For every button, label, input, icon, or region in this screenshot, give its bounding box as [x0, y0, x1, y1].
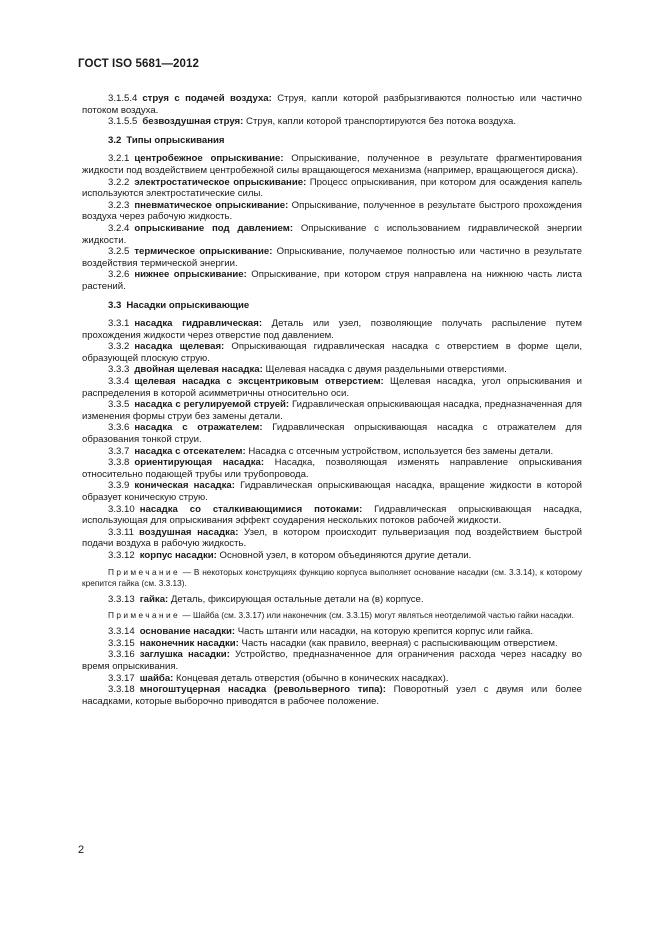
entry-term: гайка:	[139, 593, 169, 605]
entry-number: 3.3.6	[108, 422, 130, 434]
term-entry	[82, 341, 582, 364]
note	[82, 567, 582, 589]
term-entry	[82, 376, 582, 399]
term-entry	[82, 246, 582, 269]
note-label: Примечание	[108, 566, 181, 577]
entry-definition: Опрыскивание, при котором струя направлена на нижнюю часть листа растений.	[82, 269, 582, 292]
entry-definition: Гидравлическая опрыскивающая насадка с отражателем для образования тонкой струи.	[82, 422, 582, 446]
document-body	[82, 93, 582, 707]
entry-definition: Процесс опрыскивания, при котором для осаждения капель используются электростатические силы.	[82, 176, 582, 200]
entry-term: опрыскивание под давлением:	[134, 222, 294, 234]
entry-number: 3.3.13	[108, 593, 135, 605]
entry-number: 3.2.4	[108, 222, 130, 234]
entry-number: 3.2.6	[108, 269, 130, 281]
entry-term: насадка с отражателем:	[134, 422, 263, 434]
entry-term: многоштуцерная насадка (револьверного типа):	[139, 684, 386, 696]
entry-definition: Струя, капли которой транспортируются без потока воздуха.	[243, 116, 517, 128]
entry-term: насадка щелевая:	[134, 341, 225, 353]
entry-term: нижнее опрыскивание:	[134, 269, 247, 281]
entry-definition: Основной узел, в котором объединяются другие детали.	[216, 549, 472, 561]
entry-definition: Опрыскивание, полученное в результате фрагментирования жидкости под воздействием центробежной силы вращающегося механизма (например, вращающегося диска).	[82, 153, 582, 176]
entry-number: 3.3.17	[108, 672, 135, 684]
term-entry	[82, 594, 582, 606]
entry-number: 3.3.9	[108, 480, 130, 492]
term-entry	[82, 446, 582, 458]
section-number: 3.2	[108, 134, 122, 146]
entry-number: 3.3.16	[108, 649, 135, 661]
entry-definition: Насадка с отсечным устройством, используется без замены детали.	[245, 445, 554, 457]
entry-definition: Гидравлическая опрыскивающая насадка, предназначенная для изменения формы струи без замены детали.	[82, 399, 582, 422]
section-number: 3.3	[108, 299, 122, 311]
entry-number: 3.3.4	[108, 376, 130, 388]
entry-term: электростатическое опрыскивание:	[134, 176, 307, 188]
entry-definition: Опрыскивание, получаемое полностью или частично в результате воздействия термической энергии.	[82, 246, 582, 269]
entry-definition: Деталь или узел, позволяющие получать распыление путем прохождения жидкости через отверстие под давлением.	[82, 318, 582, 341]
term-entry	[82, 318, 582, 341]
note-text: — В некоторых конструкциях функцию корпуса выполняет основание насадки (см. 3.3.14), к которому крепится гайка (см. 3.3.13).	[82, 566, 582, 588]
term-entry	[82, 93, 582, 116]
document-header: ГОСТ ISO 5681—2012	[78, 58, 200, 70]
term-entry	[82, 649, 582, 672]
entry-definition: Щелевая насадка с двумя раздельными отверстиями.	[262, 364, 507, 376]
term-entry	[82, 550, 582, 562]
entry-number: 3.2.3	[108, 199, 130, 211]
entry-number: 3.3.8	[108, 457, 130, 469]
entry-number: 3.3.7	[108, 445, 130, 457]
entry-definition: Насадка, позволяющая изменять направление опрыскивания относительно подающей трубы или трубопровода.	[82, 457, 582, 480]
entry-definition: Опрыскивающая гидравлическая насадка с отверстием в форме щели, образующей плоскую струю.	[82, 341, 582, 364]
entry-number: 3.3.14	[108, 626, 135, 638]
entry-number: 3.3.1	[108, 318, 130, 330]
entry-definition: Концевая деталь отверстия (обычно в конических насадках).	[173, 672, 449, 684]
entry-term: щелевая насадка с эксцентриковым отверстием:	[134, 376, 384, 388]
entry-number: 3.3.12	[108, 549, 135, 561]
entry-term: струя с подачей воздуха:	[142, 93, 272, 104]
entry-term: центробежное опрыскивание:	[134, 153, 284, 165]
term-entry	[82, 457, 582, 480]
entry-term: насадка гидравлическая:	[134, 318, 263, 330]
entry-definition: Устройство, предназначенное для ограничения расхода через насадку во время опрыскивания.	[82, 649, 582, 672]
entry-number: 3.3.15	[108, 637, 135, 649]
entry-number: 3.3.10	[108, 503, 135, 515]
term-entry	[82, 422, 582, 445]
note	[82, 610, 582, 621]
section-heading	[82, 135, 582, 147]
entry-number: 3.3.3	[108, 364, 130, 376]
entry-term: безвоздушная струя:	[142, 116, 244, 128]
entry-number: 3.1.5.5	[108, 116, 138, 128]
entry-term: насадка с отсекателем:	[134, 445, 246, 457]
term-entry	[82, 153, 582, 176]
entry-number: 3.2.5	[108, 246, 130, 258]
entry-definition: Деталь, фиксирующая остальные детали на (в) корпусе.	[168, 593, 424, 605]
entry-term: двойная щелевая насадка:	[134, 364, 263, 376]
entry-term: ориентирующая насадка:	[134, 457, 265, 469]
page-number: 2	[78, 844, 85, 856]
entry-term: насадка со сталкивающимися потоками:	[139, 503, 363, 515]
entry-number: 3.3.11	[108, 526, 134, 538]
term-entry	[82, 626, 582, 638]
entry-number: 3.2.2	[108, 176, 130, 188]
entry-term: коническая насадка:	[134, 480, 235, 492]
entry-number: 3.3.2	[108, 341, 130, 353]
entry-term: основание насадки:	[139, 626, 236, 638]
term-entry	[82, 223, 582, 246]
entry-definition: Узел, в котором происходит пульверизация под воздействием быстрой подачи воздуха в рабочую жидкость.	[82, 526, 582, 550]
entry-definition: Гидравлическая опрыскивающая насадка, использующая для опрыскивания эффект соударения нескольких потоков рабочей жидкости.	[82, 503, 582, 527]
entry-term: шайба:	[139, 672, 174, 684]
note-label: Примечание	[108, 610, 181, 621]
term-entry	[82, 177, 582, 200]
entry-definition: Опрыскивание, полученное в результате быстрого прохождения воздуха через рабочую жидкость.	[82, 199, 582, 223]
entry-definition: Струя, капли которой разбрызгиваются полностью или частично потоком воздуха.	[82, 93, 582, 116]
entry-number: 3.2.1	[108, 153, 130, 165]
term-entry	[82, 684, 582, 707]
term-entry	[82, 269, 582, 292]
term-entry	[82, 116, 582, 128]
section-title: Типы опрыскивания	[126, 134, 225, 146]
entry-term: наконечник насадки:	[139, 637, 239, 649]
entry-term: насадка с регулируемой струей:	[134, 399, 290, 411]
entry-definition: Гидравлическая опрыскивающая насадка, вращение жидкости в которой образует коническую струю.	[82, 480, 582, 503]
term-entry	[82, 504, 582, 527]
term-entry	[82, 200, 582, 223]
entry-definition: Часть насадки (как правило, веерная) с распыскивающим отверстием.	[238, 637, 558, 649]
entry-term: воздушная насадка:	[138, 526, 239, 538]
term-entry	[82, 480, 582, 503]
entry-definition: Часть штанги или насадки, на которую крепится корпус или гайка.	[235, 626, 534, 638]
term-entry	[82, 638, 582, 650]
term-entry	[82, 399, 582, 422]
entry-definition: Щелевая насадка, угол опрыскивания и распределения в которой асимметричны относительно оси.	[82, 376, 582, 399]
section-title: Насадки опрыскивающие	[126, 299, 250, 311]
entry-definition: Опрыскивание с использованием гидравлической энергии жидкости.	[82, 222, 582, 246]
term-entry	[82, 527, 582, 550]
entry-term: термическое опрыскивание:	[134, 246, 273, 258]
entry-number: 3.3.18	[108, 684, 135, 696]
note-text: — Шайба (см. 3.3.17) или наконечник (см. 3.3.15) могут являться неотделимой частью гайки насадки.	[180, 610, 574, 621]
entry-number: 3.3.5	[108, 399, 130, 411]
term-entry	[82, 364, 582, 376]
entry-term: пневматическое опрыскивание:	[134, 199, 289, 211]
entry-number: 3.1.5.4	[108, 93, 138, 104]
entry-term: корпус насадки:	[139, 549, 217, 561]
term-entry	[82, 673, 582, 685]
section-heading	[82, 300, 582, 312]
entry-definition: Поворотный узел с двумя или более насадками, которые выборочно приводятся в рабочее положение.	[82, 684, 582, 707]
entry-term: заглушка насадки:	[139, 649, 230, 661]
